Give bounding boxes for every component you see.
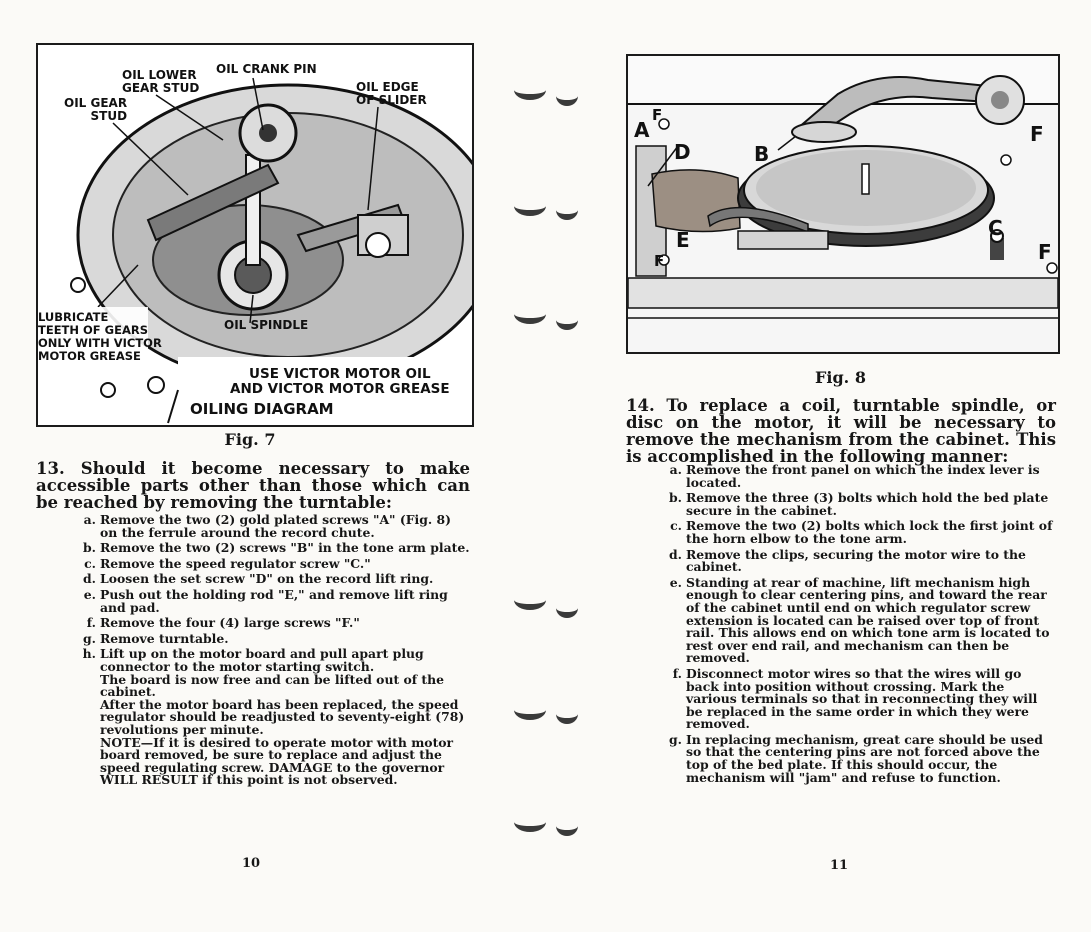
oiling-diagram-figure bbox=[36, 43, 474, 427]
binding-hole bbox=[514, 812, 546, 832]
list-item bbox=[662, 574, 1058, 666]
step-marker: g. bbox=[669, 731, 682, 747]
fig8-caption: Fig. 8 bbox=[815, 368, 866, 387]
list-item bbox=[76, 617, 470, 630]
left-page bbox=[0, 0, 500, 932]
section-14-steps bbox=[662, 464, 1058, 787]
list-item bbox=[76, 586, 470, 615]
step-marker: g. bbox=[83, 630, 96, 646]
step-text: Disconnect motor wires so that the wires will go back into position without crossing. Mark the various terminals so that in reconnecting they will be replaced in the same order in which they were removed. bbox=[686, 665, 1038, 732]
label-c: C bbox=[988, 216, 1003, 240]
step-text: Remove the two (2) bolts which lock the first joint of the horn elbow to the tone arm. bbox=[686, 518, 1053, 546]
binding-hole bbox=[514, 196, 546, 216]
binding-hole bbox=[556, 704, 578, 724]
list-item bbox=[662, 546, 1058, 575]
label-a: A bbox=[634, 118, 650, 142]
step-text: In replacing mechanism, great care should be used so that the centering pins are not forced above the top of the bed plate. If this should occur, the mechanism will "jam" and refuse to function. bbox=[686, 731, 1043, 785]
step-marker: a. bbox=[669, 462, 682, 477]
step-text: Remove the three (3) bolts which hold the bed plate secure in the cabinet. bbox=[686, 490, 1049, 518]
label-oil-gear-stud: OIL GEAR STUD bbox=[64, 96, 128, 123]
label-lubricate-teeth: LUBRICATE TEETH OF GEARS ONLY WITH VICTOR MOTOR GREASE bbox=[38, 310, 162, 363]
step-marker: h. bbox=[82, 646, 96, 662]
section-13-heading: 13. Should it become necessary to make accessible parts other than those which can be reached by removing the turntable: bbox=[36, 459, 470, 512]
list-item bbox=[76, 555, 470, 571]
label-oil-spindle: OIL SPINDLE bbox=[224, 318, 309, 332]
page-number-right: 11 bbox=[830, 858, 849, 873]
binding-hole bbox=[556, 816, 578, 836]
label-oil-edge-of-slider: OIL EDGE OF SLIDER bbox=[356, 80, 427, 107]
step-text: Standing at rear of machine, lift mechanism high enough to clear centering pins, and toward the rear of the cabinet until end on which regulator screw extension is located can be raised over top of front rail. This allows end on which tone arm is located to rest over end rail, and mechanism can then be removed. bbox=[686, 574, 1050, 666]
label-b: B bbox=[754, 142, 770, 166]
label-d: D bbox=[674, 140, 691, 164]
step-h-note: NOTE—If it is desired to operate motor with motor board removed, be sure to replace and adjust the speed regulating screw. DAMAGE to the governor WILL RESULT if this point is not observed. bbox=[100, 734, 454, 788]
step-text: Loosen the set screw "D" on the record lift ring. bbox=[100, 571, 434, 587]
step-text: Remove the clips, securing the motor wire to the cabinet. bbox=[686, 546, 1026, 575]
section-13-steps bbox=[76, 514, 470, 790]
fig7-caption: Fig. 7 bbox=[224, 430, 276, 449]
label-f-bottom-left: F bbox=[654, 252, 665, 270]
label-oil-crank-pin: OIL CRANK PIN bbox=[216, 62, 317, 76]
step-text: Remove the two (2) gold plated screws "A" (Fig. 8) on the ferrule around the record chute. bbox=[100, 512, 451, 540]
step-marker: e. bbox=[83, 586, 96, 602]
label-oil-lower-gear-stud: OIL LOWER GEAR STUD bbox=[122, 68, 200, 95]
list-item bbox=[76, 648, 470, 787]
list-item bbox=[76, 514, 470, 539]
binding-hole bbox=[514, 304, 546, 324]
binding-hole bbox=[514, 80, 546, 100]
list-item bbox=[76, 630, 470, 646]
label-e: E bbox=[676, 228, 690, 252]
phonograph-illustration bbox=[628, 56, 1058, 352]
right-page bbox=[590, 0, 1091, 932]
binding-hole bbox=[514, 590, 546, 610]
step-h-p1: Lift up on the motor board and pull apart plug connector to the motor starting switch. bbox=[100, 646, 424, 674]
binding-hole bbox=[556, 310, 578, 330]
list-item bbox=[662, 731, 1058, 785]
step-marker: a. bbox=[83, 512, 96, 527]
list-item bbox=[662, 492, 1058, 517]
step-marker: c. bbox=[670, 518, 682, 534]
label-f-right: F bbox=[1038, 240, 1052, 264]
list-item bbox=[76, 573, 470, 586]
step-text: Remove the two (2) screws "B" in the tone arm plate. bbox=[100, 540, 470, 556]
label-f-top-left: F bbox=[652, 106, 663, 124]
step-text: Remove the speed regulator screw "C." bbox=[100, 555, 371, 571]
step-marker: b. bbox=[83, 540, 96, 556]
step-marker: f. bbox=[86, 615, 96, 631]
list-item bbox=[662, 665, 1058, 732]
label-oiling-diagram: OILING DIAGRAM bbox=[190, 400, 334, 418]
label-use-victor: USE VICTOR MOTOR OIL AND VICTOR MOTOR GREASE bbox=[230, 366, 450, 397]
step-text: Remove the front panel on which the index lever is located. bbox=[686, 462, 1040, 490]
step-text: Push out the holding rod "E," and remove lift ring and pad. bbox=[100, 586, 448, 615]
step-text: Remove turntable. bbox=[100, 630, 229, 646]
binding-hole bbox=[514, 700, 546, 720]
step-h-p3: After the motor board has been replaced, the speed regulator should be readjusted to seventy-eight (78) revolutions per minute. bbox=[100, 696, 465, 737]
list-item bbox=[662, 520, 1058, 545]
list-item bbox=[76, 542, 470, 555]
binding-hole bbox=[556, 598, 578, 618]
step-marker: b. bbox=[669, 490, 682, 506]
list-item bbox=[662, 464, 1058, 489]
step-marker: d. bbox=[669, 546, 682, 562]
step-marker: d. bbox=[83, 571, 96, 587]
label-f-top-right: F bbox=[1030, 122, 1044, 146]
binding-holes bbox=[500, 0, 590, 932]
step-marker: f. bbox=[672, 665, 682, 681]
phonograph-figure bbox=[626, 54, 1060, 354]
section-14-heading: 14. To replace a coil, turntable spindle, or disc on the motor, it will be necessary to remove the mechanism from the cabinet. This is accomplished in the following manner: bbox=[626, 396, 1056, 466]
step-text: Remove the four (4) large screws "F." bbox=[100, 615, 360, 631]
step-marker: c. bbox=[84, 555, 96, 571]
step-marker: e. bbox=[669, 574, 682, 590]
step-h-p2: The board is now free and can be lifted out of the cabinet. bbox=[100, 671, 445, 700]
binding-hole bbox=[556, 200, 578, 220]
page-number-left: 10 bbox=[242, 856, 261, 871]
binding-hole bbox=[556, 86, 578, 106]
